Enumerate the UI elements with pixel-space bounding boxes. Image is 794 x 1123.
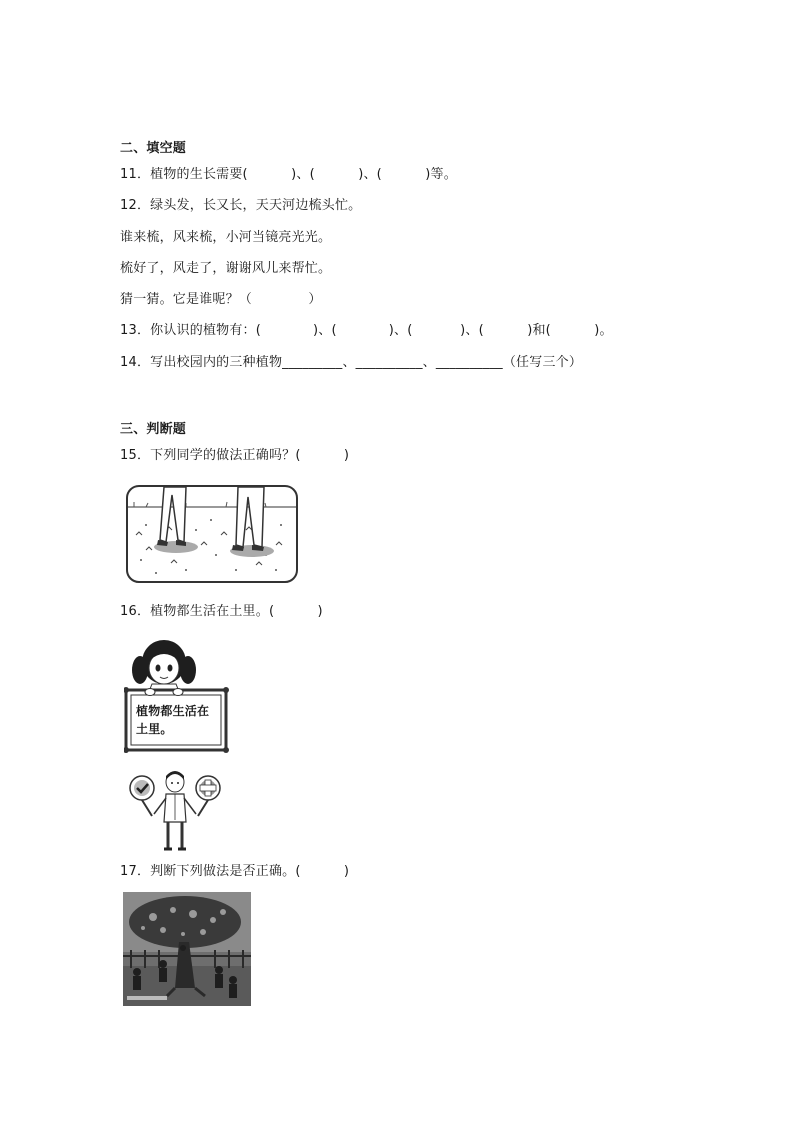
- question-12-line-4: 猜一猜。它是谁呢？（ ）: [120, 292, 322, 307]
- question-12-line-3: 梳好了，风走了，谢谢风儿来帮忙。: [120, 261, 332, 276]
- question-14: 14．写出校园内的三种植物_________、__________、__________（任写三个）: [120, 355, 583, 370]
- question-13: 13．你认识的植物有：( )、( )、( )、( )和( )。: [120, 323, 613, 338]
- sign-text-line-1: 植物都生活在: [136, 704, 210, 718]
- question-12-line-1: 12．绿头发，长又长，天天河边梳头忙。: [120, 198, 362, 213]
- question-12-line-2: 谁来梳，风来梳，小河当镜亮光光。: [120, 230, 332, 245]
- question-16: 16．植物都生活在土里。( ): [120, 604, 323, 619]
- children-around-tree-photo: [123, 892, 251, 1006]
- question-17: 17．判断下列做法是否正确。( ): [120, 864, 350, 879]
- question-11: 11．植物的生长需要( )、( )、( )等。: [120, 167, 457, 182]
- section-true-false-title: 三、判断题: [120, 422, 187, 437]
- question-15: 15．下列同学的做法正确吗？( ): [120, 448, 350, 463]
- sign-text-line-2: 土里。: [136, 722, 173, 736]
- section-fill-blank-title: 二、填空题: [120, 141, 187, 156]
- boy-with-check-cross-illustration: [128, 770, 224, 852]
- students-on-grass-illustration: [126, 485, 298, 583]
